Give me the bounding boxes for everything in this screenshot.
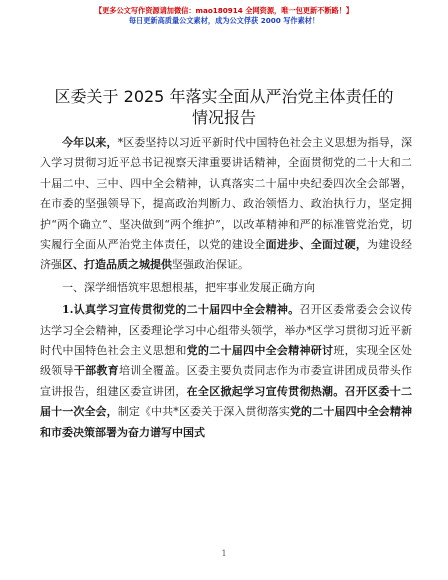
promo-banner-line-2: 每日更新高质量公文素材，成为公文俘获 2000 写作素材！ (128, 16, 320, 25)
item-1-lead: 1.认真学习宣传贯彻党的二十届四中全会精神。 (62, 303, 300, 317)
intro-text: *区委坚持以习近平新时代中国特色社会主义思想为指导，深入学习贯彻习近平总书记视察天津重要讲话精神，全面贯彻党的二十大和二十届二中、三中、四中全会精神，认真落实二十届中央纪委四次全会部署，在市委的坚强领导下，提高政治判断力、政治领悟力、政治执行力，坚定拥护“两个确立”、坚决做到“两个维护”，以改革精神和严的标准管党治党，切实履行全面从严治党主体责任，以党的建设全 (40, 136, 413, 252)
intro-paragraph (40, 133, 412, 276)
intro-bold-2: 区、打造品质之城提供 (62, 258, 172, 272)
item-1-bold-2: 干部教育 (73, 364, 119, 378)
item-1-text-d: 制定《中共*区委关于深入贯彻落实 (117, 405, 290, 419)
item-1-paragraph (40, 300, 412, 443)
document-body (40, 133, 412, 443)
page-number: 1 (221, 549, 227, 558)
intro-bold-1: 面进步、全面过硬， (265, 238, 368, 252)
item-1-text-a: 召开区委常委会会议传达学习全会精神，区委理论学习中心组带头领学，举办*区学习贯彻习近平新时代中国特色社会主义思想和 (40, 303, 413, 358)
title-line-1: 区委关于 2025 年落实全面从严治党主体责任的 (54, 87, 394, 106)
document-title (0, 86, 448, 128)
item-1-bold-4: 党的二十届四中全会精神和市委决策部署为奋力谱写中国式 (40, 405, 413, 439)
item-1-bold-3: 在全区掀起学习宣传贯彻热潮。召开区委十二届十一次全会， (40, 384, 412, 419)
intro-lead: 今年以来， (62, 136, 118, 149)
item-1-bold-1: 党的二十届四中全会精神研讨 (186, 344, 334, 358)
section-heading-1: 一、深学细悟筑牢思想根基，把牢事业发展正确方向 (62, 280, 315, 294)
title-line-2: 情况报告 (191, 108, 256, 127)
item-1-text-c: 培训全覆盖。区委主要负责同志作为市委宣讲团成员带头作宣讲报告，组建区委宣讲团， (40, 364, 412, 398)
intro-mid: 为建设经济强 (40, 238, 412, 272)
item-1-text-b: 班，实现全区处级领导 (40, 344, 412, 378)
promo-banner (0, 6, 448, 26)
promo-banner-line-1: 【更多公文写作资源请加微信：mao180914 全网资源，唯一包更新不断路！】 (94, 6, 354, 15)
intro-end: 坚强政治保证。 (172, 258, 249, 272)
